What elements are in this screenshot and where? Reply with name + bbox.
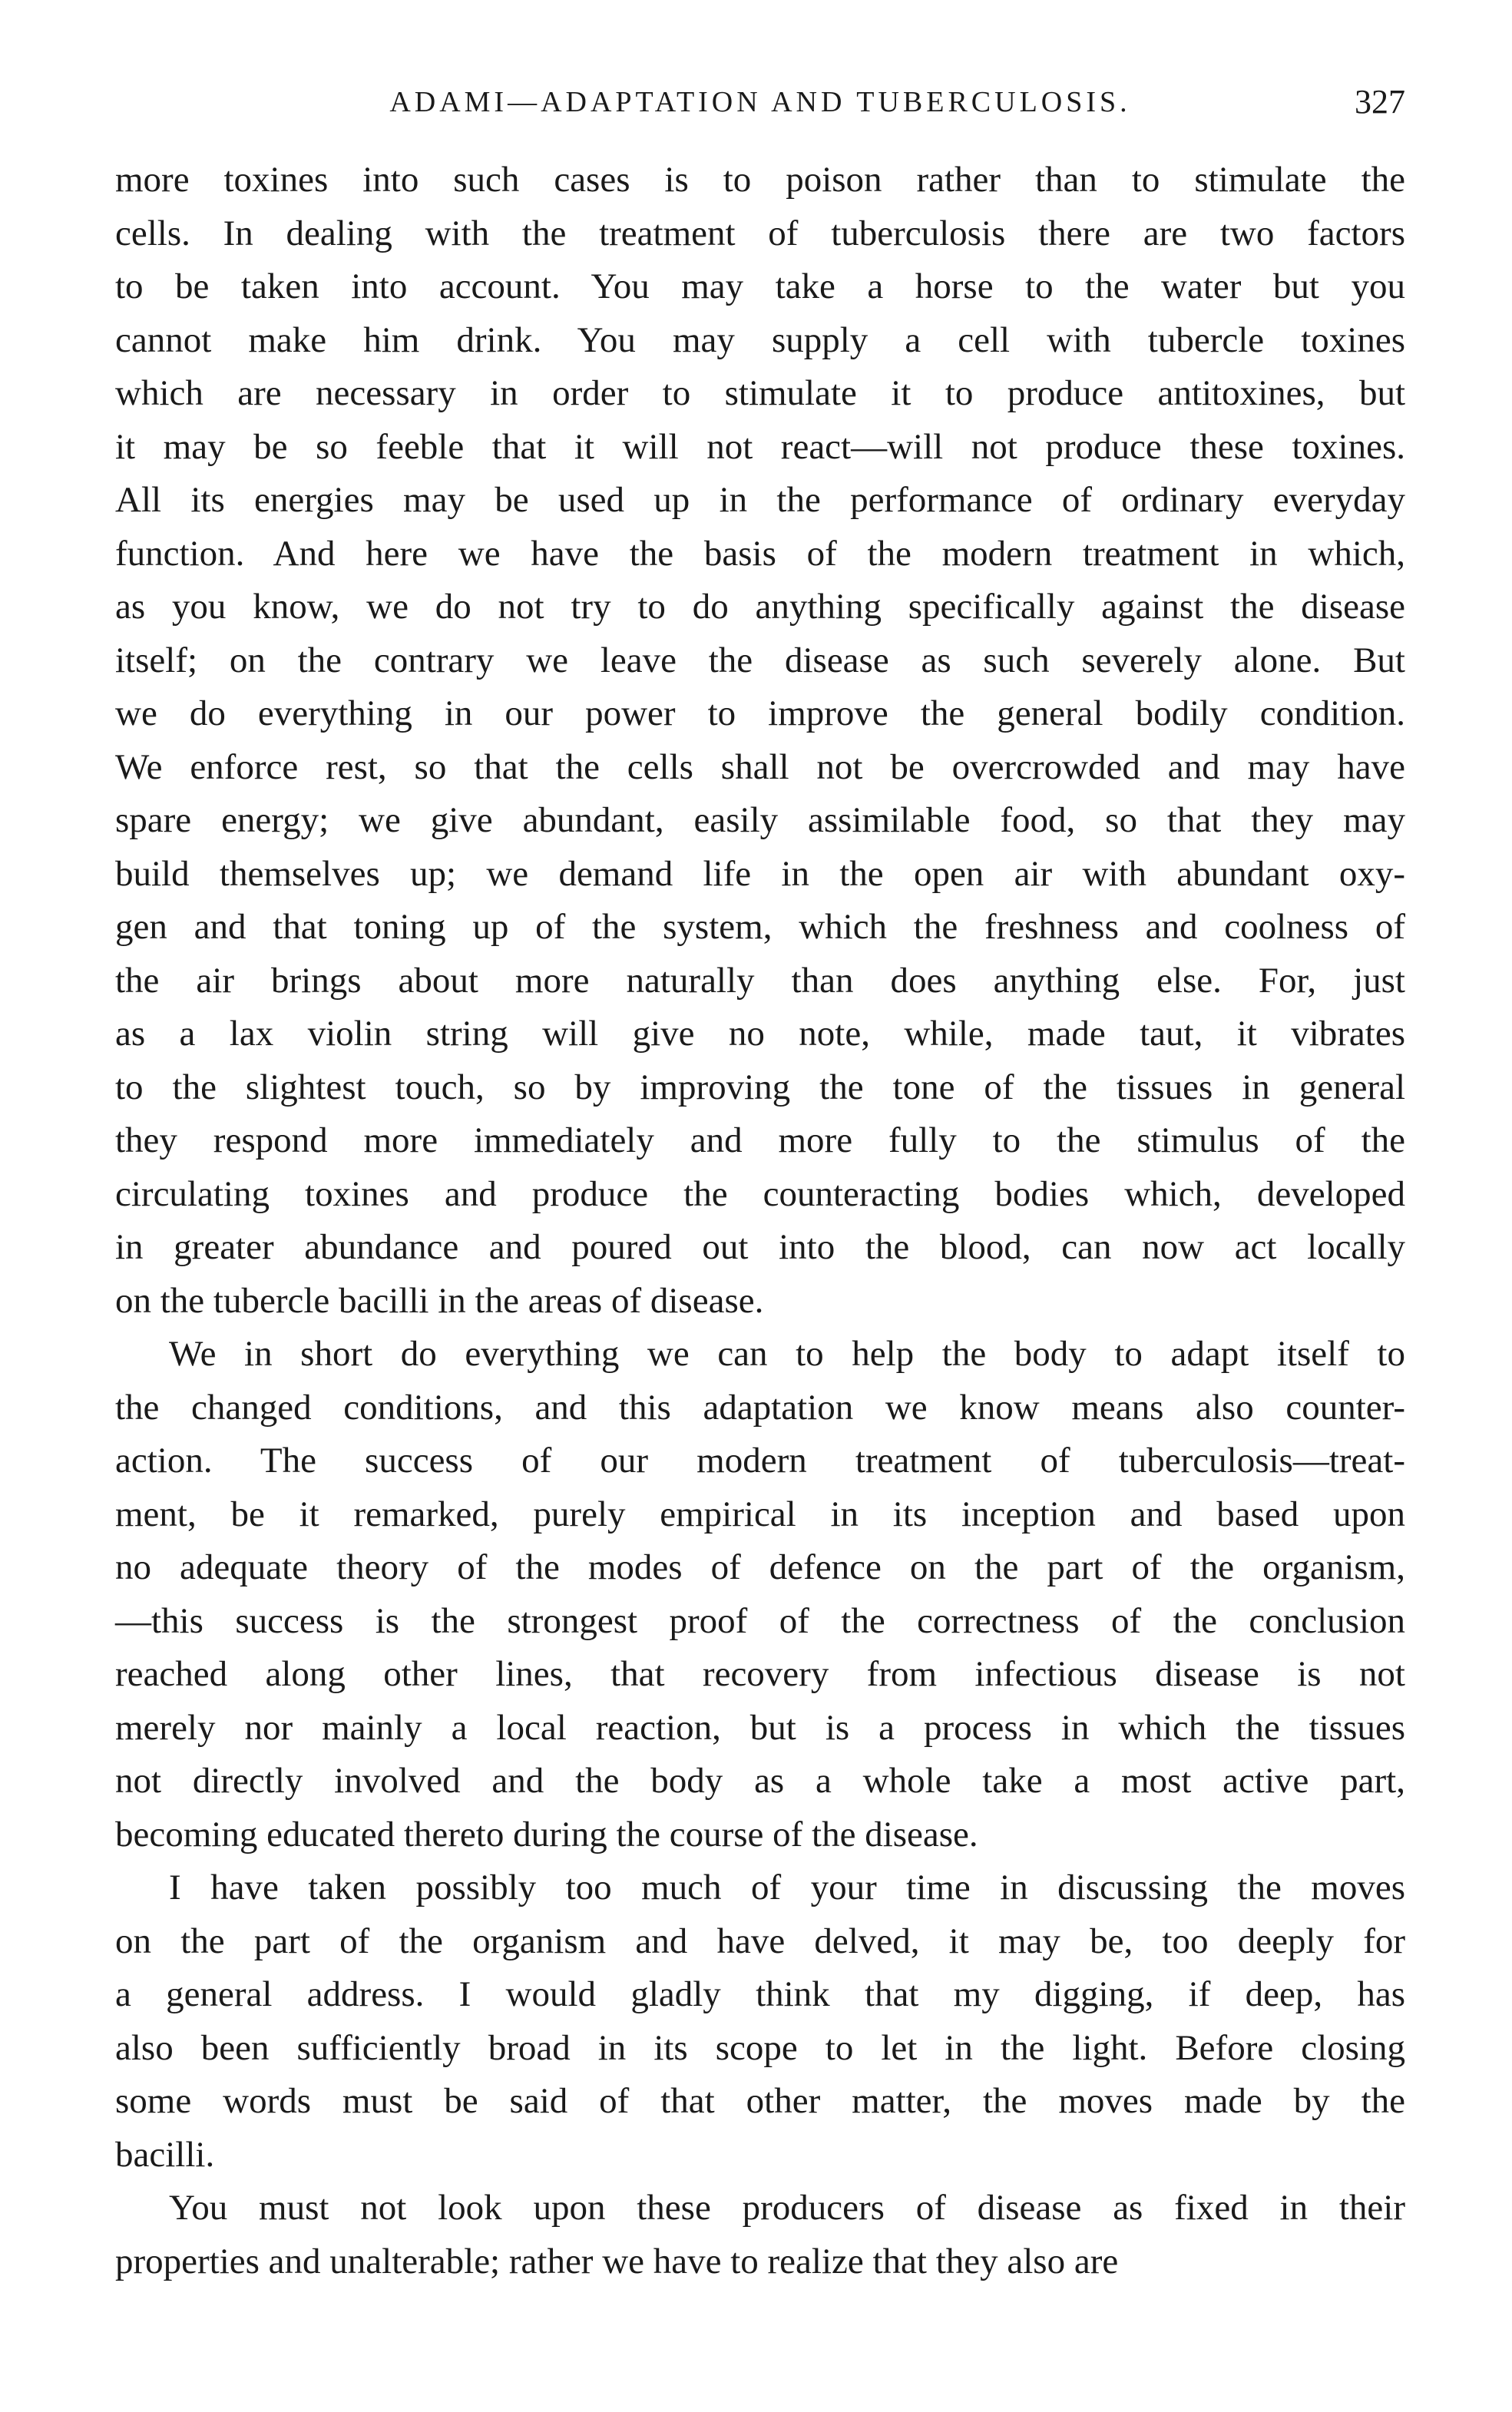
text-line: the air brings about more naturally than does anything else. For, just — [115, 960, 1405, 1001]
text-line: it may be so feeble that it will not react—will not produce these toxines. — [115, 426, 1405, 467]
text-line: You must not look upon these producers of disease as fixed in their — [169, 2188, 1405, 2228]
text-line: build themselves up; we demand life in the open air with abundant oxy- — [115, 853, 1405, 894]
text-line: bacilli. — [115, 2134, 215, 2175]
text-line: We enforce rest, so that the cells shall not be overcrowded and may have — [115, 746, 1405, 787]
text-line: circulating toxines and produce the counteracting bodies which, developed — [115, 1173, 1405, 1214]
text-line: action. The success of our modern treatment of tuberculosis—treat- — [115, 1441, 1405, 1481]
text-line: to the slightest touch, so by improving the tone of the tissues in general — [115, 1067, 1405, 1107]
text-line: to be taken into account. You may take a horse to the water but you — [115, 266, 1405, 306]
text-line: All its energies may be used up in the performance of ordinary everyday — [115, 480, 1405, 520]
text-line: ment, be it remarked, purely empirical in its inception and based upon — [115, 1494, 1405, 1534]
text-line: becoming educated thereto during the course of the disease. — [115, 1814, 978, 1854]
text-line: itself; on the contrary we leave the disease as such severely alone. But — [115, 640, 1405, 680]
text-line: on the part of the organism and have delved, it may be, too deeply for — [115, 1921, 1405, 1961]
text-line: on the tubercle bacilli in the areas of disease. — [115, 1280, 764, 1321]
text-line: spare energy; we give abundant, easily assimilable food, so that they may — [115, 800, 1405, 840]
text-line: in greater abundance and poured out into the blood, can now act locally — [115, 1227, 1405, 1267]
running-title: ADAMI—ADAPTATION AND TUBERCULOSIS. — [389, 86, 1131, 118]
text-line: We in short do everything we can to help the body to adapt itself to — [169, 1334, 1405, 1374]
text-line: as a lax violin string will give no note, while, made taut, it vibrates — [115, 1014, 1405, 1054]
text-line: cannot make him drink. You may supply a cell with tubercle toxines — [115, 319, 1405, 360]
text-line: some words must be said of that other matter, the moves made by the — [115, 2081, 1405, 2121]
text-line: the changed conditions, and this adaptation we know means also counter- — [115, 1387, 1405, 1428]
text-line: not directly involved and the body as a whole take a most active part, — [115, 1761, 1405, 1801]
text-line: reached along other lines, that recovery from infectious disease is not — [115, 1654, 1405, 1694]
text-line: a general address. I would gladly think that my digging, if deep, has — [115, 1974, 1405, 2014]
page-number: 327 — [1355, 83, 1405, 121]
paragraph — [115, 1861, 1405, 2182]
text-line: they respond more immediately and more fully to the stimulus of the — [115, 1120, 1405, 1160]
text-line: which are necessary in order to stimulate it to produce antitoxines, but — [115, 373, 1405, 413]
paragraph — [115, 2182, 1405, 2288]
text-line: no adequate theory of the modes of defence on the part of the organism, — [115, 1547, 1405, 1587]
text-line: properties and unalterable; rather we have to realize that they also are — [115, 2241, 1119, 2281]
text-line: —this success is the strongest proof of the correctness of the conclusion — [115, 1600, 1405, 1641]
text-line: cells. In dealing with the treatment of tuberculosis there are two factors — [115, 213, 1405, 253]
text-line: gen and that toning up of the system, which the freshness and coolness of — [115, 907, 1405, 947]
text-line: merely nor mainly a local reaction, but is a process in which the tissues — [115, 1707, 1405, 1748]
paragraph — [115, 1328, 1405, 1861]
text-line: I have taken possibly too much of your time in discussing the moves — [169, 1868, 1405, 1907]
text-line: also been sufficiently broad in its scope to let in the light. Before closing — [115, 2027, 1405, 2068]
running-head — [115, 75, 1405, 129]
text-line: we do everything in our power to improve the general bodily condition. — [115, 693, 1405, 733]
paragraph — [115, 154, 1405, 1328]
body-text — [115, 154, 1405, 2288]
text-line: function. And here we have the basis of the modern treatment in which, — [115, 533, 1405, 574]
text-line: as you know, we do not try to do anything specifically against the disease — [115, 587, 1405, 627]
text-line: more toxines into such cases is to poison rather than to stimulate the — [115, 160, 1405, 200]
